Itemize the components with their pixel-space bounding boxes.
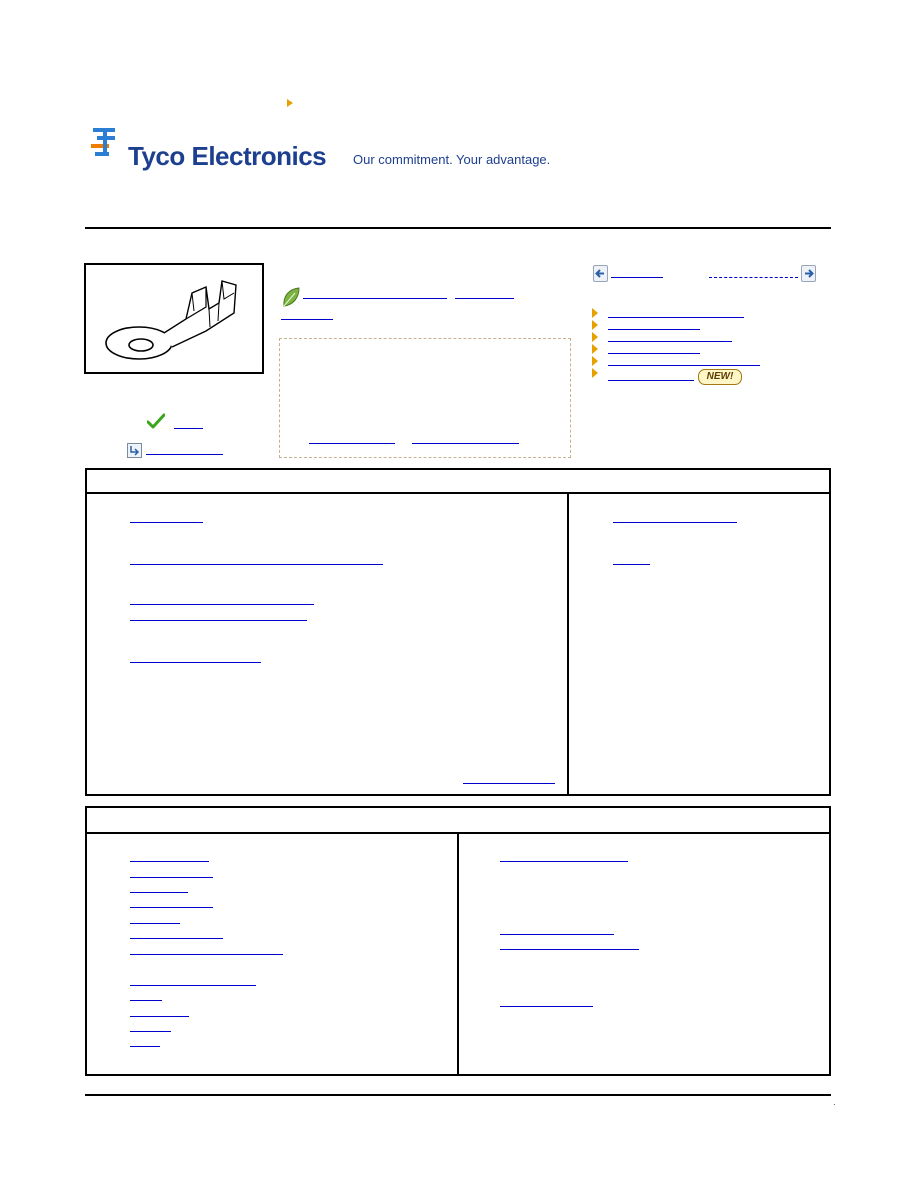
product-image-frame bbox=[84, 263, 264, 374]
compliance-link[interactable] bbox=[303, 298, 447, 299]
next-link[interactable] bbox=[709, 277, 798, 278]
menu-link-5[interactable] bbox=[608, 365, 760, 366]
features-link-10[interactable] bbox=[130, 1016, 189, 1017]
features-link-7[interactable] bbox=[130, 954, 283, 955]
features-link-11[interactable] bbox=[130, 1031, 171, 1032]
bullet-icon bbox=[592, 368, 598, 378]
features-link-12[interactable] bbox=[130, 1046, 160, 1047]
tyco-logo-icon bbox=[91, 127, 123, 159]
bullet-icon bbox=[592, 356, 598, 366]
features-table-header bbox=[87, 808, 829, 834]
check-icon bbox=[147, 413, 165, 429]
status-link[interactable] bbox=[174, 428, 203, 429]
menu-link-6[interactable] bbox=[608, 380, 694, 381]
menu-link-1[interactable] bbox=[608, 317, 744, 318]
compliance-link-3[interactable] bbox=[281, 319, 333, 320]
features-link-6[interactable] bbox=[130, 938, 223, 939]
leaf-icon bbox=[281, 286, 301, 308]
product-image bbox=[94, 271, 254, 366]
details-link-2[interactable] bbox=[130, 564, 383, 565]
prev-link[interactable] bbox=[611, 277, 663, 278]
menu-link-4[interactable] bbox=[608, 353, 700, 354]
features-table-divider bbox=[457, 834, 459, 1074]
features-right-link-2[interactable] bbox=[500, 934, 614, 935]
compliance-box bbox=[279, 338, 571, 458]
arrow-link-icon bbox=[127, 443, 142, 458]
details-right-link-2[interactable] bbox=[613, 564, 650, 565]
tagline: Our commitment. Your advantage. bbox=[353, 152, 551, 167]
footer-divider bbox=[85, 1094, 831, 1096]
bullet-icon bbox=[592, 332, 598, 342]
header-divider bbox=[85, 227, 831, 229]
details-table-divider bbox=[567, 494, 569, 794]
footer-mark bbox=[834, 1104, 835, 1105]
details-more-link[interactable] bbox=[463, 783, 555, 784]
compliance-box-link-2[interactable] bbox=[412, 443, 519, 444]
features-link-3[interactable] bbox=[130, 892, 188, 893]
top-arrow-icon[interactable] bbox=[287, 99, 293, 107]
details-table bbox=[85, 468, 831, 796]
next-button[interactable] bbox=[801, 265, 816, 282]
features-link-5[interactable] bbox=[130, 923, 180, 924]
features-right-link-3[interactable] bbox=[500, 949, 639, 950]
logo-text: Tyco Electronics bbox=[128, 141, 327, 171]
features-link-8[interactable] bbox=[130, 985, 256, 986]
details-right-link-1[interactable] bbox=[613, 522, 737, 523]
details-link-1[interactable] bbox=[130, 522, 203, 523]
related-link[interactable] bbox=[146, 454, 223, 455]
menu-link-3[interactable] bbox=[608, 341, 732, 342]
compliance-link-2[interactable] bbox=[455, 298, 514, 299]
features-link-4[interactable] bbox=[130, 907, 213, 908]
bullet-icon bbox=[592, 344, 598, 354]
bullet-icon bbox=[592, 308, 598, 318]
compliance-box-link-1[interactable] bbox=[309, 443, 395, 444]
new-badge: NEW! bbox=[698, 369, 742, 385]
details-link-5[interactable] bbox=[130, 662, 261, 663]
details-table-header bbox=[87, 470, 829, 494]
bullet-icon bbox=[592, 320, 598, 330]
features-right-link-1[interactable] bbox=[500, 861, 628, 862]
prev-button[interactable] bbox=[593, 265, 608, 282]
menu-link-2[interactable] bbox=[608, 329, 700, 330]
features-right-link-4[interactable] bbox=[500, 1006, 593, 1007]
details-link-3[interactable] bbox=[130, 604, 314, 605]
features-link-2[interactable] bbox=[130, 877, 213, 878]
features-link-1[interactable] bbox=[130, 861, 209, 862]
details-link-4[interactable] bbox=[130, 620, 307, 621]
features-link-9[interactable] bbox=[130, 1000, 162, 1001]
